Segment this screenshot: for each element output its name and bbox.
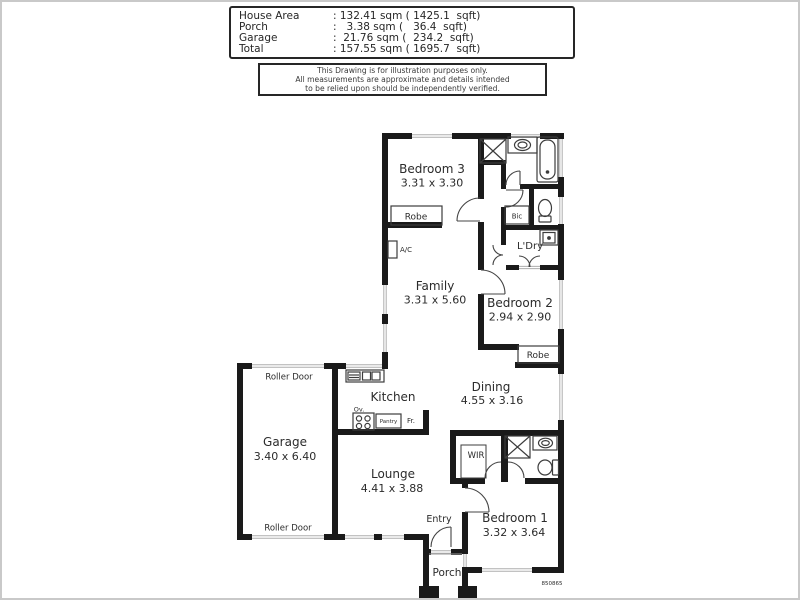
disclaimer-line: This Drawing is for illustration purposes only. bbox=[317, 66, 488, 75]
kitchen-label: Kitchen bbox=[370, 390, 416, 404]
entry-label: Entry bbox=[426, 514, 452, 525]
garage-label: Garage bbox=[263, 435, 307, 449]
wir-shelf-box bbox=[461, 445, 486, 478]
family-dims: 3.31 x 5.60 bbox=[403, 293, 467, 307]
wir-label: WIR bbox=[467, 451, 485, 461]
vanity-icon bbox=[508, 137, 537, 153]
porch-label: Porch bbox=[432, 567, 462, 579]
area-row-total bbox=[239, 44, 566, 55]
bedroom1-label: Bedroom 1 bbox=[482, 511, 548, 525]
lounge-label: Lounge bbox=[370, 467, 416, 481]
windows bbox=[252, 133, 564, 573]
area-summary-table bbox=[229, 6, 575, 59]
kitchen-sink-icon bbox=[346, 370, 384, 382]
family-label: Family bbox=[415, 279, 455, 293]
bedroom3-label: Bedroom 3 bbox=[399, 162, 465, 176]
area-row-value: : 21.76 sqm ( 234.2 sqft) bbox=[333, 32, 474, 44]
roller-door-top-label: Roller Door bbox=[265, 372, 313, 383]
bic-label: Bic bbox=[511, 212, 523, 221]
bedroom2-label: Bedroom 2 bbox=[487, 296, 553, 310]
roller-door-opening-bottom bbox=[252, 534, 324, 540]
oven-label: Ov. bbox=[353, 405, 365, 414]
ensuite-vanity-icon bbox=[533, 436, 557, 450]
area-row-label: Porch bbox=[239, 21, 268, 33]
area-row-label: Garage bbox=[239, 32, 278, 44]
toilet-icon bbox=[539, 200, 552, 223]
disclaimer-line: All measurements are approximate and details intended bbox=[295, 75, 510, 84]
plan-number: 850865 bbox=[541, 581, 563, 587]
porch-pillar bbox=[458, 586, 477, 599]
roller-door-bottom-label: Roller Door bbox=[264, 523, 312, 534]
ensuite-toilet-icon bbox=[538, 460, 559, 475]
area-row-value: : 132.41 sqm ( 1425.1 sqft) bbox=[333, 10, 481, 22]
disclaimer-box bbox=[258, 63, 547, 96]
bedroom2-dims: 2.94 x 2.90 bbox=[488, 310, 552, 324]
dining-label: Dining bbox=[471, 380, 511, 394]
area-row-value: : 3.38 sqm ( 36.4 sqft) bbox=[333, 21, 467, 33]
bedroom3-dims: 3.31 x 3.30 bbox=[400, 176, 464, 190]
disclaimer-line: to be relied upon should be independently verified. bbox=[305, 84, 500, 93]
bedroom1-dims: 3.32 x 3.64 bbox=[482, 526, 546, 539]
cooktop-icon bbox=[353, 413, 374, 430]
laundry-label: L'Dry bbox=[516, 241, 544, 252]
robe-bedroom3-label: Robe bbox=[404, 212, 428, 223]
area-row-label: Total bbox=[239, 43, 264, 55]
robe-bedroom2-label: Robe bbox=[526, 351, 550, 361]
roller-door-opening-top bbox=[252, 363, 324, 369]
bathtub-icon bbox=[537, 137, 558, 182]
lounge-dims: 4.41 x 3.88 bbox=[360, 482, 424, 495]
pantry-label: Pantry bbox=[379, 419, 398, 425]
garage-dims: 3.40 x 6.40 bbox=[253, 450, 317, 463]
dining-dims: 4.55 x 3.16 bbox=[460, 394, 524, 407]
ac-label: A/C bbox=[399, 246, 413, 254]
fridge-label: Fr. bbox=[407, 417, 415, 425]
ensuite-shower-icon bbox=[505, 436, 530, 458]
porch-pillar bbox=[419, 586, 439, 599]
ac-unit-icon bbox=[388, 241, 397, 258]
area-row-value: : 157.55 sqm ( 1695.7 sqft) bbox=[333, 43, 481, 55]
area-row-label: House Area bbox=[239, 10, 300, 22]
